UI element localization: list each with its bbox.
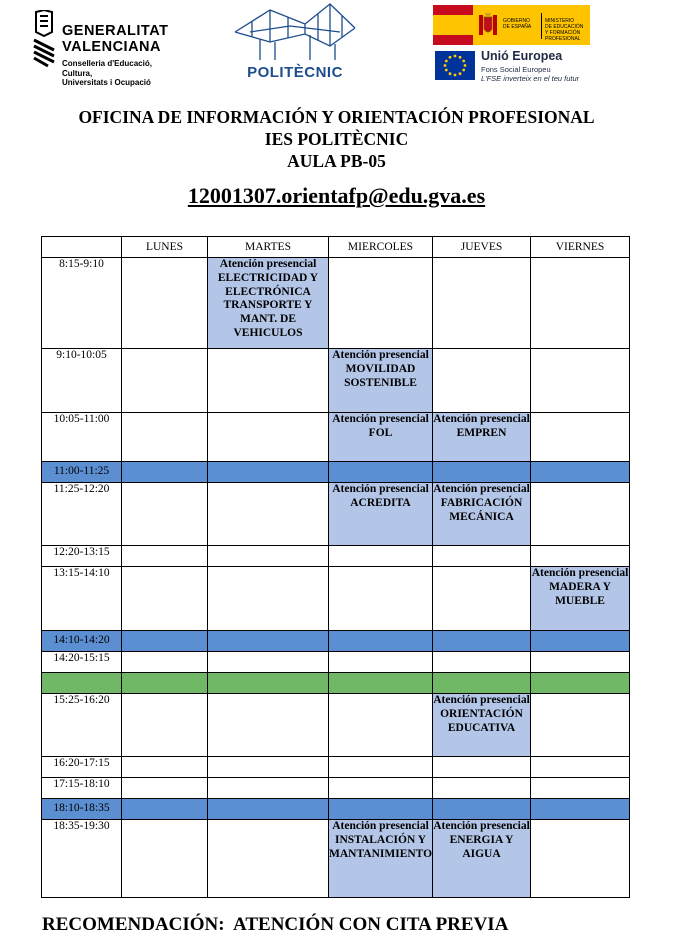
empty-slot-martes <box>208 799 329 820</box>
appointment-slot-miercoles: Atención presencial FOL <box>329 413 433 462</box>
empty-slot-lunes <box>122 546 208 567</box>
empty-slot-jueves <box>433 546 531 567</box>
schedule-row <box>42 413 630 462</box>
empty-slot-lunes <box>122 413 208 462</box>
appointment-slot-miercoles: Atención presencial MOVILIDAD SOSTENIBLE <box>329 349 433 413</box>
empty-slot-miercoles <box>329 652 433 673</box>
conselleria-name: Conselleria d'Educació, Cultura, Universitats i Ocupació <box>62 59 152 87</box>
appointment-slot-jueves: Atención presencial ORIENTACIÓN EDUCATIVA <box>433 694 531 757</box>
empty-slot-miercoles <box>329 673 433 694</box>
schedule-header-row <box>42 237 630 258</box>
schedule-row <box>42 258 630 349</box>
appointment-slot-miercoles: Atención presencial INSTALACIÓN Y MANTANIMIENTO <box>329 820 433 898</box>
empty-slot-jueves <box>433 799 531 820</box>
gobierno-text: GOBIERNO DE ESPAÑA <box>503 18 532 30</box>
schedule-row <box>42 349 630 413</box>
schedule-table <box>41 236 630 898</box>
time-slot: 14:10-14:20 <box>42 631 122 652</box>
appointment-slot-viernes: Atención presencial MADERA Y MUEBLE <box>531 567 630 631</box>
contact-email-link[interactable]: 12001307.orientafp@edu.gva.es <box>187 183 486 208</box>
time-slot <box>42 673 122 694</box>
empty-slot-miercoles <box>329 631 433 652</box>
day-header-miercoles: MIERCOLES <box>329 237 433 258</box>
empty-slot-jueves <box>433 462 531 483</box>
empty-slot-lunes <box>122 567 208 631</box>
empty-slot-lunes <box>122 673 208 694</box>
empty-slot-miercoles <box>329 546 433 567</box>
empty-slot-lunes <box>122 799 208 820</box>
generalitat-shield-icon <box>32 10 56 68</box>
day-header-viernes: VIERNES <box>531 237 630 258</box>
politecnic-logo <box>230 2 360 84</box>
empty-slot-viernes <box>531 778 630 799</box>
empty-slot-lunes <box>122 483 208 546</box>
empty-slot-jueves <box>433 673 531 694</box>
empty-slot-lunes <box>122 694 208 757</box>
empty-slot-viernes <box>531 483 630 546</box>
time-slot: 9:10-10:05 <box>42 349 122 413</box>
empty-slot-jueves <box>433 349 531 413</box>
empty-slot-martes <box>208 673 329 694</box>
empty-slot-martes <box>208 820 329 898</box>
empty-slot-lunes <box>122 820 208 898</box>
generalitat-name-line2: VALENCIANA <box>62 39 161 55</box>
empty-slot-miercoles <box>329 778 433 799</box>
time-slot: 13:15-14:10 <box>42 567 122 631</box>
time-slot: 16:20-17:15 <box>42 757 122 778</box>
empty-slot-martes <box>208 546 329 567</box>
empty-slot-viernes <box>531 799 630 820</box>
empty-slot-lunes <box>122 258 208 349</box>
time-slot: 18:35-19:30 <box>42 820 122 898</box>
ministerio-text: MINISTERIO DE EDUCACIÓN Y FORMACIÓN PROFESIONAL <box>545 18 584 42</box>
time-slot: 12:20-13:15 <box>42 546 122 567</box>
appointment-slot-jueves: Atención presencial ENERGIA Y AIGUA <box>433 820 531 898</box>
time-slot: 8:15-9:10 <box>42 258 122 349</box>
day-header-jueves: JUEVES <box>433 237 531 258</box>
empty-slot-jueves <box>433 258 531 349</box>
schedule-row <box>42 820 630 898</box>
schedule-row <box>42 546 630 567</box>
empty-slot-viernes <box>531 694 630 757</box>
schedule-row <box>42 694 630 757</box>
room-name: AULA PB-05 <box>287 151 386 171</box>
appointment-slot-jueves: Atención presencial FABRICACIÓN MECÁNICA <box>433 483 531 546</box>
empty-slot-viernes <box>531 631 630 652</box>
time-slot: 10:05-11:00 <box>42 413 122 462</box>
gobierno-espana-logo <box>433 5 593 47</box>
time-slot: 18:10-18:35 <box>42 799 122 820</box>
empty-slot-lunes <box>122 757 208 778</box>
office-title: OFICINA DE INFORMACIÓN Y ORIENTACIÓN PROFESIONAL <box>78 107 595 127</box>
empty-slot-miercoles <box>329 694 433 757</box>
politecnic-building-icon <box>230 2 360 64</box>
schedule-row <box>42 778 630 799</box>
empty-slot-martes <box>208 567 329 631</box>
empty-slot-martes <box>208 413 329 462</box>
empty-slot-jueves <box>433 631 531 652</box>
eu-motto: L'FSE inverteix en el teu futur <box>481 74 580 83</box>
empty-slot-lunes <box>122 778 208 799</box>
empty-slot-martes <box>208 652 329 673</box>
day-header-lunes: LUNES <box>122 237 208 258</box>
time-slot: 11:00-11:25 <box>42 462 122 483</box>
empty-slot-lunes <box>122 631 208 652</box>
eu-fund: Fons Social Europeu <box>481 65 551 74</box>
empty-slot-jueves <box>433 778 531 799</box>
time-slot: 15:25-16:20 <box>42 694 122 757</box>
empty-slot-lunes <box>122 652 208 673</box>
empty-slot-miercoles <box>329 567 433 631</box>
time-slot: 14:20-15:15 <box>42 652 122 673</box>
appointment-slot-miercoles: Atención presencial ACREDITA <box>329 483 433 546</box>
spain-flag-icon <box>433 5 473 45</box>
empty-slot-martes <box>208 757 329 778</box>
time-slot: 17:15-18:10 <box>42 778 122 799</box>
empty-slot-martes <box>208 462 329 483</box>
recommendation-note: RECOMENDACIÓN: ATENCIÓN CON CITA PREVIA <box>42 914 509 935</box>
union-europea-logo <box>433 49 603 83</box>
empty-slot-jueves <box>433 567 531 631</box>
empty-slot-miercoles <box>329 757 433 778</box>
empty-slot-miercoles <box>329 258 433 349</box>
politecnic-wordmark: POLITÈCNIC <box>247 64 343 81</box>
schedule-row <box>42 652 630 673</box>
empty-slot-viernes <box>531 652 630 673</box>
empty-slot-viernes <box>531 673 630 694</box>
schedule-row <box>42 462 630 483</box>
empty-slot-martes <box>208 778 329 799</box>
eu-flag-icon <box>435 51 475 80</box>
empty-slot-lunes <box>122 462 208 483</box>
schedule-row <box>42 631 630 652</box>
empty-slot-viernes <box>531 546 630 567</box>
time-slot: 11:25-12:20 <box>42 483 122 546</box>
spain-coat-of-arms-icon <box>477 11 499 39</box>
school-name: IES POLITÈCNIC <box>264 129 409 149</box>
empty-slot-viernes <box>531 820 630 898</box>
empty-slot-viernes <box>531 413 630 462</box>
logo-header <box>0 0 673 95</box>
empty-slot-jueves <box>433 652 531 673</box>
schedule-row <box>42 483 630 546</box>
empty-slot-miercoles <box>329 462 433 483</box>
schedule-row <box>42 567 630 631</box>
appointment-slot-jueves: Atención presencial EMPREN <box>433 413 531 462</box>
empty-slot-martes <box>208 349 329 413</box>
empty-slot-jueves <box>433 757 531 778</box>
eu-title: Unió Europea <box>481 49 563 63</box>
empty-slot-viernes <box>531 258 630 349</box>
schedule-row <box>42 799 630 820</box>
generalitat-name-line1: GENERALITAT <box>62 23 169 39</box>
empty-slot-viernes <box>531 462 630 483</box>
empty-slot-martes <box>208 694 329 757</box>
generalitat-logo <box>32 10 182 87</box>
empty-slot-viernes <box>531 349 630 413</box>
schedule-body <box>42 258 630 898</box>
empty-slot-viernes <box>531 757 630 778</box>
empty-slot-miercoles <box>329 799 433 820</box>
empty-slot-martes <box>208 631 329 652</box>
day-header-martes: MARTES <box>208 237 329 258</box>
appointment-slot-martes: Atención presencial ELECTRICIDAD Y ELECTRÓNICA TRANSPORTE Y MANT. DE VEHICULOS <box>208 258 329 349</box>
schedule-row <box>42 757 630 778</box>
empty-slot-martes <box>208 483 329 546</box>
schedule-row <box>42 673 630 694</box>
empty-slot-lunes <box>122 349 208 413</box>
time-column-header <box>42 237 122 258</box>
